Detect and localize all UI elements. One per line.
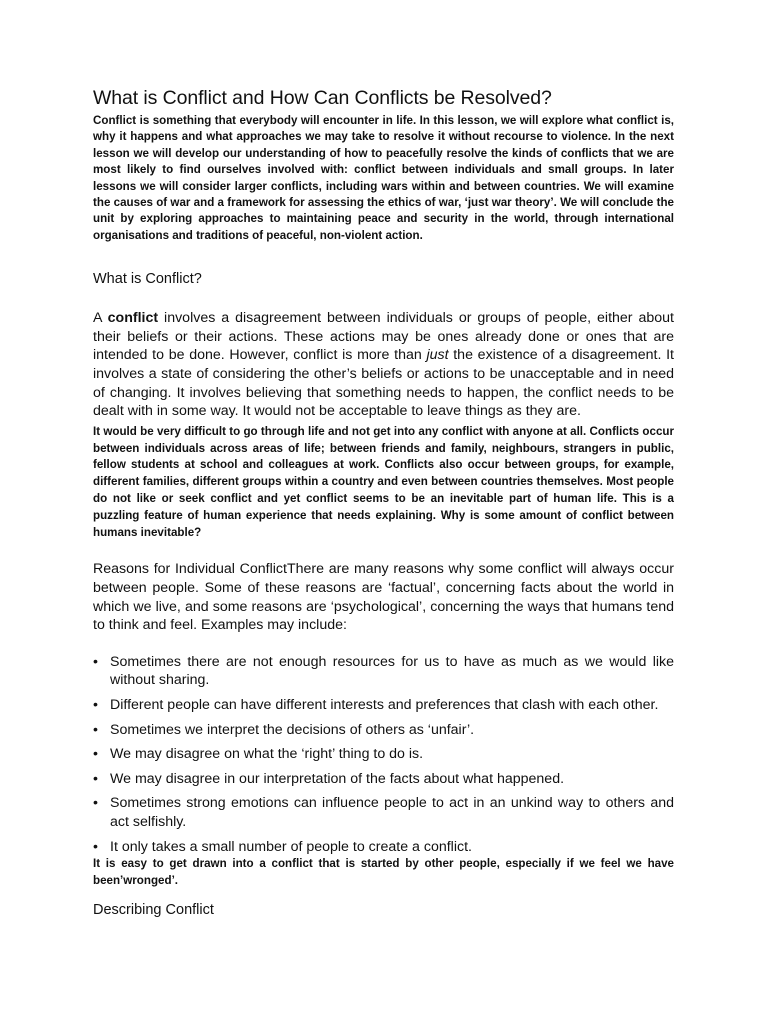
intro-paragraph: Conflict is something that everybody will encounter in life. In this lesson, we will explore what conflict is, why it happens and what approaches we may take to resolve it without recourse to violence. In the next lesson we will develop our understanding of how to peacefully resolve the kinds of conflicts that we are most likely to find ourselves involved with: conflict between individuals and small groups. In later lessons we will consider larger conflicts, including wars within and between countries. We will examine the causes of war and a framework for assessing the ethics of war, ‘just war theory’. We will conclude the unit by exploring approaches to maintaining peace and security in the world, through international organisations and traditions of peaceful, non-violent action. [93, 114, 674, 242]
bullet-icon: • [93, 746, 98, 763]
bullet-icon: • [93, 721, 98, 738]
list-item: • Sometimes there are not enough resources for us to have as much as we would like without sharing. [93, 653, 674, 689]
section-heading-describing-conflict: Describing Conflict [93, 901, 214, 918]
bullet-icon: • [93, 696, 98, 713]
reasons-list [93, 653, 674, 856]
just-emphasis: just [426, 347, 449, 364]
reasons-text: There are many reasons why some conflict will always occur between people. Some of these reasons are ‘factual’, concerning facts about the world in which we live, and some reasons are ‘psychological’, concerning the ways that humans tend to think and feel. Examples may include: [93, 561, 674, 634]
bullet-icon: • [93, 770, 98, 787]
list-item: • Sometimes we interpret the decisions of others as ‘unfair’. [93, 721, 475, 738]
closing-paragraph: It is easy to get drawn into a conflict that is started by other people, especially if we feel we have been’wronged’. [93, 857, 674, 887]
list-item: • We may disagree on what the ‘right’ thing to do is. [93, 746, 424, 763]
conflict-term: conflict [107, 310, 159, 327]
list-item: • Different people can have different interests and preferences that clash with each other. [93, 696, 659, 713]
list-item: • We may disagree in our interpretation of the facts about what happened. [93, 770, 565, 787]
reasons-paragraph [93, 560, 674, 634]
list-item: • Sometimes strong emotions can influence people to act in an unkind way to others and act selfishly. [93, 795, 674, 830]
reasons-heading: Reasons for Individual Conflict [93, 561, 287, 578]
list-item: • It only takes a small number of people to create a conflict. [93, 838, 472, 855]
bullet-icon: • [93, 838, 98, 855]
bullet-icon: • [93, 653, 98, 670]
document-page [93, 86, 674, 919]
definition-paragraph: A conflict involves a disagreement between individuals or groups of people, either about their beliefs or their actions. These actions may be ones already done or ones that are intended to be done. However, conflict is more than just the existence of a disagreement. It involves a state of considering the other’s beliefs or actions to be unacceptable and in need of changing. It involves believing that something needs to happen, the conflict needs to be dealt with in some way. It would not be acceptable to leave things as they are. [93, 310, 674, 420]
bullet-icon: • [93, 795, 98, 812]
occurrence-paragraph: It would be very difficult to go through life and not get into any conflict with anyone at all. Conflicts occur between individuals across areas of life; between friends and family, neighbours, strangers in public, fellow students at school and colleagues at work. Conflicts also occur between groups, for example, different families, different groups within a country and even between countries themselves. Most people do not like or seek conflict and yet conflict seems to be an inevitable part of human life. This is a puzzling feature of human experience that needs explaining. Why is some amount of conflict between humans inevitable? [93, 424, 674, 539]
section-heading-what-is-conflict: What is Conflict? [93, 271, 202, 288]
document-title: What is Conflict and How Can Conflicts be Resolved? [93, 87, 552, 109]
